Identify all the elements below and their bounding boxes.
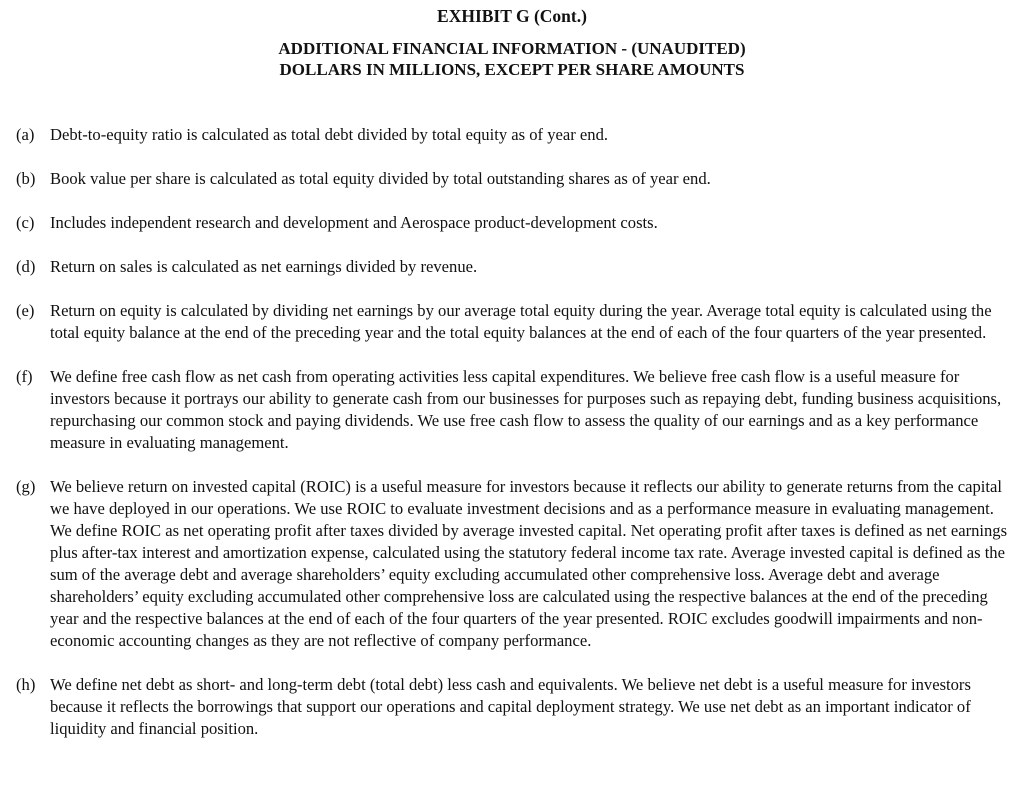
footnote-text: Debt-to-equity ratio is calculated as total debt divided by total equity as of year end. [50, 125, 609, 144]
footnote-marker: (f) [16, 367, 33, 386]
footnote-marker: (c) [16, 213, 35, 232]
footnotes-list [0, 124, 1024, 762]
footnote-a [0, 124, 1024, 146]
footnote-e [0, 300, 1024, 344]
footnote-text: We believe return on invested capital (ROIC) is a useful measure for investors because it reflects our ability to generate returns from the capital we have deployed in our operations. We use ROIC to evaluate investment decisions and as a performance measure in evaluating management. We define ROIC as net operating profit after taxes divided by average invested capital. Net operating profit after taxes is defined as net earnings plus after-tax interest and amortization expense, calculated using the statutory federal income tax rate. Average invested capital is defined as the sum of the average debt and average shareholders’ equity excluding accumulated other comprehensive loss. Average debt and average shareholders’ equity excluding accumulated other comprehensive loss are calculated using the respective balances at the end of the preceding year and the respective balances at the end of each of the four quarters of the year presented. ROIC excludes goodwill impairments and non-economic accounting changes as they are not reflective of company performance. [50, 477, 1008, 650]
document-title: ADDITIONAL FINANCIAL INFORMATION - (UNAUDITED) [278, 39, 746, 58]
footnote-marker: (a) [16, 125, 35, 144]
exhibit-heading: EXHIBIT G (Cont.) [437, 6, 587, 26]
footnote-g [0, 476, 1024, 652]
footnote-text: We define free cash flow as net cash from operating activities less capital expenditures. We believe free cash flow is a useful measure for investors because it portrays our ability to generate cash from our businesses for purposes such as repaying debt, funding business acquisitions, repurchasing our common stock and paying dividends. We use free cash flow to assess the quality of our earnings and as a key performance measure in evaluating management. [50, 367, 1002, 452]
footnote-text: Includes independent research and development and Aerospace product-development costs. [50, 213, 658, 232]
footnote-b [0, 168, 1024, 190]
footnote-text: Return on equity is calculated by dividing net earnings by our average total equity during the year. Average total equity is calculated using the total equity balance at the end of the preceding year and the total equity balances at the end of each of the four quarters of the year presented. [50, 301, 992, 342]
footnote-f [0, 366, 1024, 454]
footnote-marker: (b) [16, 169, 36, 188]
footnote-text: Book value per share is calculated as total equity divided by total outstanding shares as of year end. [50, 169, 711, 188]
footnote-d [0, 256, 1024, 278]
footnote-marker: (h) [16, 675, 36, 694]
footnote-c [0, 212, 1024, 234]
footnote-h [0, 674, 1024, 740]
footnote-text: Return on sales is calculated as net earnings divided by revenue. [50, 257, 478, 276]
footnote-marker: (e) [16, 301, 35, 320]
footnote-text: We define net debt as short- and long-term debt (total debt) less cash and equivalents. We believe net debt is a useful measure for investors because it reflects the borrowings that support our operations and capital deployment strategy. We use net debt as an important indicator of liquidity and financial position. [50, 675, 971, 738]
footnote-marker: (g) [16, 477, 36, 496]
footnote-marker: (d) [16, 257, 36, 276]
document-subtitle: DOLLARS IN MILLIONS, EXCEPT PER SHARE AMOUNTS [279, 60, 745, 79]
